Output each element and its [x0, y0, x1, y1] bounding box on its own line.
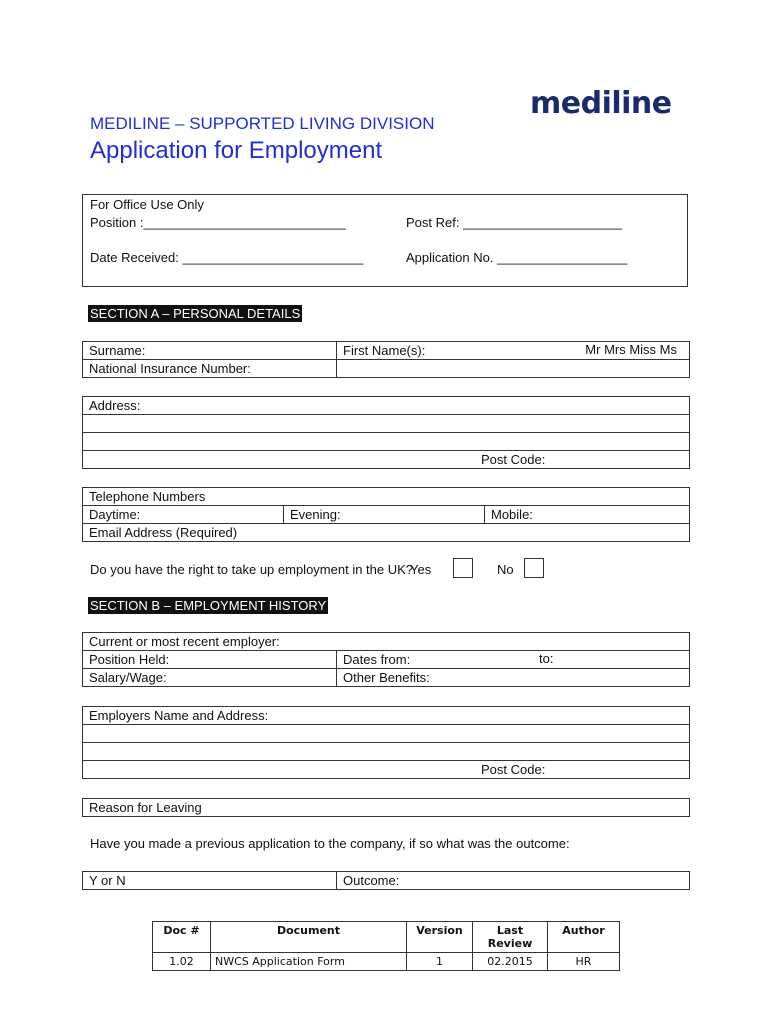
address-table: [82, 396, 690, 469]
right-to-work-question: Do you have the right to take up employment in the UK?: [90, 562, 414, 577]
email-label: Email Address (Required): [89, 525, 238, 540]
telephone-table: [82, 487, 690, 542]
other-benefits-field[interactable]: [337, 669, 690, 687]
employer-address-line-2[interactable]: [83, 725, 690, 743]
title-options[interactable]: Mr Mrs Miss Ms: [585, 342, 677, 357]
employer-address-table: [82, 706, 690, 779]
last-review-header: Last Review: [473, 922, 548, 953]
address-line-3[interactable]: [83, 433, 690, 451]
daytime-label: Daytime:: [89, 507, 141, 522]
current-employer-label: Current or most recent employer:: [89, 634, 280, 649]
page-title: Application for Employment: [90, 137, 383, 164]
reason-leaving-label: Reason for Leaving: [89, 800, 202, 815]
telephone-numbers-heading: [83, 488, 690, 506]
mobile-label: Mobile:: [491, 507, 533, 522]
right-to-work-no-checkbox[interactable]: [524, 558, 544, 578]
doc-number-cell: 1.02: [153, 953, 211, 971]
dates-to-label: to:: [539, 651, 554, 666]
office-post-ref-field[interactable]: Post Ref: ______________________: [406, 215, 623, 230]
post-code-label: Post Code:: [481, 452, 546, 467]
first-names-label: First Name(s):: [343, 343, 426, 358]
author-header: Author: [548, 922, 620, 953]
document-control-table: [152, 921, 620, 971]
first-names-field[interactable]: [337, 342, 690, 360]
other-benefits-label: Other Benefits:: [343, 670, 430, 685]
evening-field[interactable]: [284, 506, 485, 524]
surname-label: Surname:: [89, 343, 146, 358]
telephone-label: Telephone Numbers: [89, 489, 206, 504]
y-or-n-field[interactable]: [83, 872, 337, 890]
mediline-logo: mediline: [530, 86, 672, 121]
office-application-no-field[interactable]: Application No. __________________: [406, 250, 628, 265]
author-cell: HR: [548, 953, 620, 971]
last-review-cell: 02.2015: [473, 953, 548, 971]
employer-post-code-field[interactable]: [83, 761, 690, 779]
employer-post-code-label: Post Code:: [481, 762, 546, 777]
ni-number-value-cell[interactable]: [337, 360, 690, 378]
personal-details-table: [82, 341, 690, 378]
employer-name-address-label: Employers Name and Address:: [89, 708, 269, 723]
position-held-label: Position Held:: [89, 652, 170, 667]
salary-label: Salary/Wage:: [89, 670, 167, 685]
right-to-work-yes-checkbox[interactable]: [453, 558, 473, 578]
surname-field[interactable]: [83, 342, 337, 360]
current-employer-field[interactable]: [83, 633, 690, 651]
y-or-n-label: Y or N: [89, 873, 126, 888]
address-label: Address:: [89, 398, 141, 413]
reason-leaving-field[interactable]: [83, 799, 690, 817]
office-date-received-field[interactable]: Date Received: _________________________: [90, 250, 364, 265]
version-cell: 1: [407, 953, 473, 971]
email-field[interactable]: [83, 524, 690, 542]
ni-number-label: National Insurance Number:: [89, 361, 251, 376]
right-to-work-no-label: No: [497, 562, 514, 577]
right-to-work-yes-label: Yes: [410, 562, 432, 577]
document-cell: NWCS Application Form: [211, 953, 407, 971]
previous-application-question: Have you made a previous application to the company, if so what was the outcome:: [90, 836, 570, 851]
daytime-field[interactable]: [83, 506, 284, 524]
previous-application-table: [82, 871, 690, 890]
section-a-heading: SECTION A – PERSONAL DETAILS: [90, 306, 301, 321]
reason-leaving-table: [82, 798, 690, 817]
dates-field[interactable]: [337, 651, 690, 669]
ni-number-field[interactable]: [83, 360, 337, 378]
section-b-heading: SECTION B – EMPLOYMENT HISTORY: [90, 598, 327, 613]
address-line-2[interactable]: [83, 415, 690, 433]
address-post-code-field[interactable]: [83, 451, 690, 469]
office-position-field[interactable]: Position :____________________________: [90, 215, 346, 230]
employment-table: [82, 632, 690, 687]
doc-number-header: Doc #: [153, 922, 211, 953]
division-title: MEDILINE – SUPPORTED LIVING DIVISION: [90, 114, 435, 133]
document-header: Document: [211, 922, 407, 953]
outcome-label: Outcome:: [343, 873, 400, 888]
office-use-heading: For Office Use Only: [90, 197, 204, 212]
salary-field[interactable]: [83, 669, 337, 687]
address-field[interactable]: [83, 397, 690, 415]
employer-address-line-3[interactable]: [83, 743, 690, 761]
position-held-field[interactable]: [83, 651, 337, 669]
version-header: Version: [407, 922, 473, 953]
mobile-field[interactable]: [485, 506, 690, 524]
employer-name-address-field[interactable]: [83, 707, 690, 725]
evening-label: Evening:: [290, 507, 341, 522]
outcome-field[interactable]: [337, 872, 690, 890]
dates-from-label: Dates from:: [343, 652, 411, 667]
